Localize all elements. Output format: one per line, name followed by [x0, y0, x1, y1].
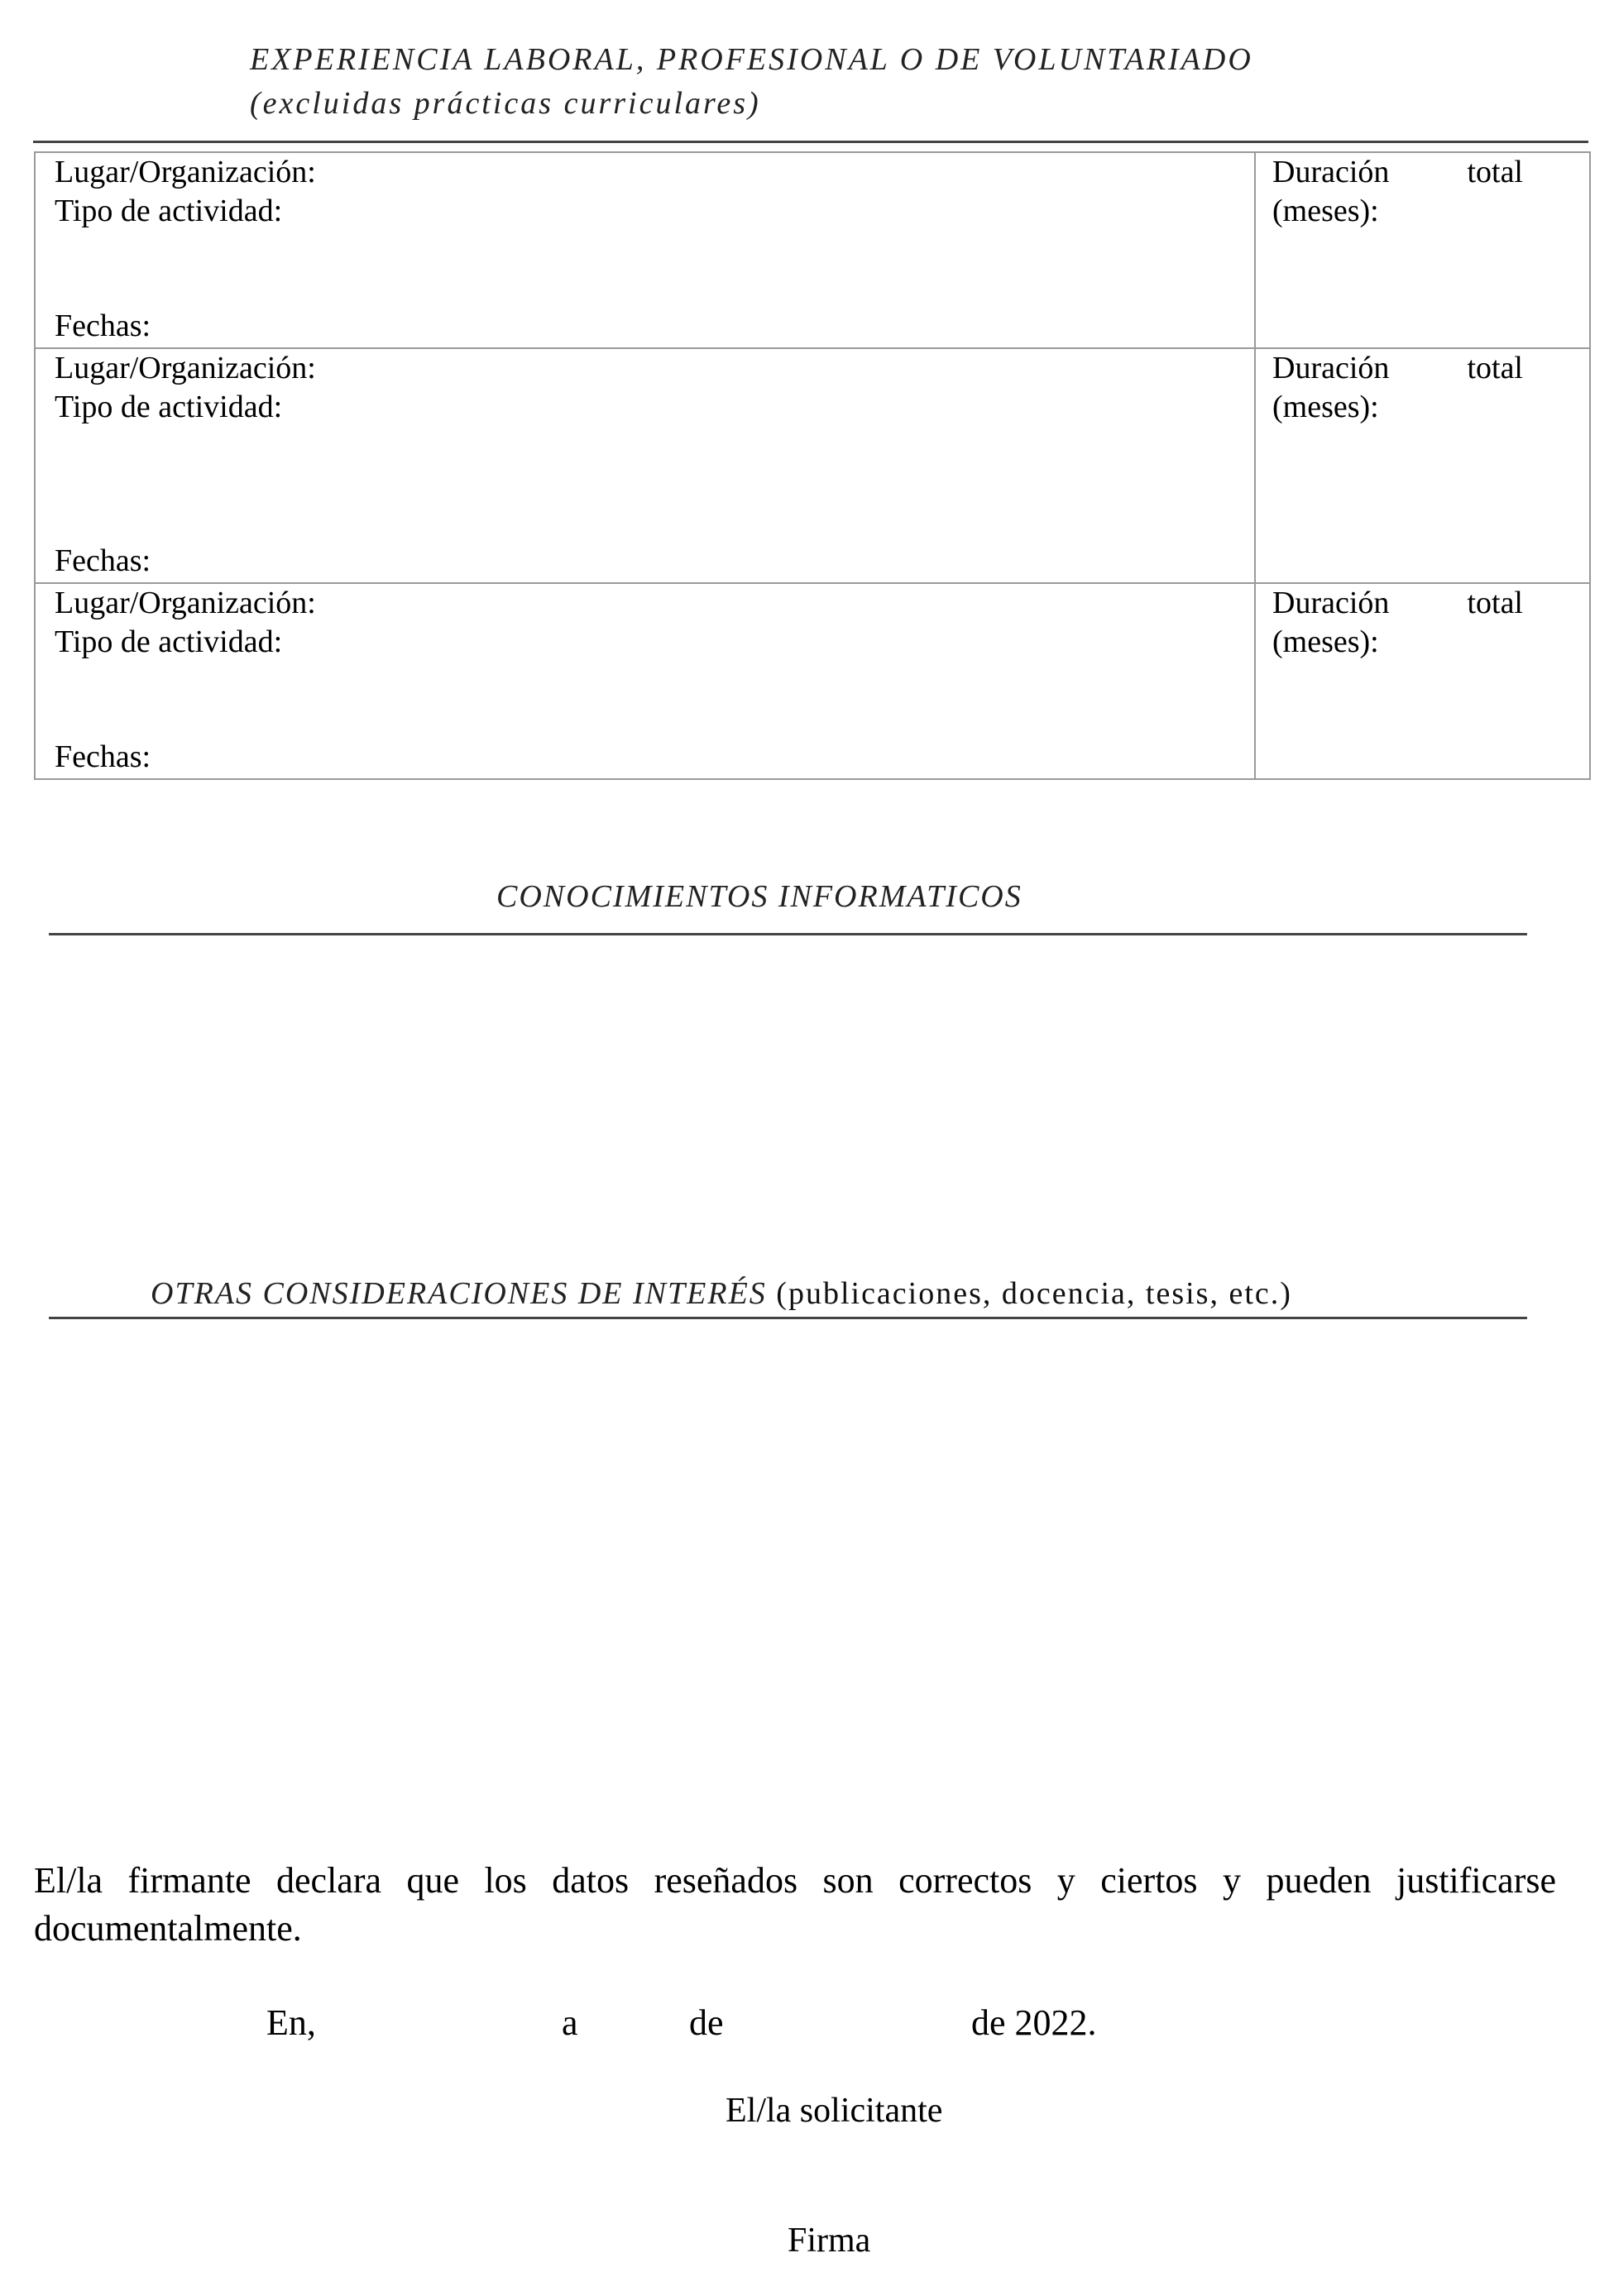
- place-label: Lugar/Organización:: [55, 351, 316, 385]
- duration-label: Duración: [1272, 586, 1390, 620]
- experience-entry-details[interactable]: [35, 152, 1255, 348]
- total-label: total: [1467, 351, 1523, 385]
- place-label: Lugar/Organización:: [55, 586, 316, 620]
- year-label: de 2022.: [971, 2002, 1097, 2043]
- computer-skills-divider: [49, 933, 1527, 935]
- experience-entry-1: [35, 152, 1590, 348]
- experience-entry-duration[interactable]: [1255, 583, 1590, 779]
- place-label-en: En,: [266, 2002, 316, 2043]
- place-label: Lugar/Organización:: [55, 155, 316, 189]
- duration-label: Duración: [1272, 155, 1390, 189]
- activity-type-label: Tipo de actividad:: [55, 624, 283, 659]
- experience-entry-details[interactable]: [35, 348, 1255, 583]
- months-label: (meses):: [1272, 624, 1379, 659]
- other-considerations-title: OTRAS CONSIDERACIONES DE INTERÉS: [151, 1276, 767, 1311]
- experience-entry-3: [35, 583, 1590, 779]
- duration-label: Duración: [1272, 351, 1390, 385]
- activity-type-label: Tipo de actividad:: [55, 390, 283, 424]
- other-considerations-divider: [49, 1317, 1527, 1319]
- applicant-label: El/la solicitante: [726, 2092, 943, 2130]
- months-label: (meses):: [1272, 390, 1379, 424]
- experience-table: [34, 151, 1591, 780]
- total-label: total: [1467, 155, 1523, 189]
- experience-entry-details[interactable]: [35, 583, 1255, 779]
- total-label: total: [1467, 586, 1523, 620]
- experience-entry-duration[interactable]: [1255, 152, 1590, 348]
- activity-type-label: Tipo de actividad:: [55, 194, 283, 228]
- experience-entry-2: [35, 348, 1590, 583]
- declaration-text: El/la firmante declara que los datos reseñados son correctos y ciertos y pueden justificarse documentalmente.: [34, 1860, 1556, 1949]
- dates-label: Fechas:: [55, 543, 151, 578]
- computer-skills-title: CONOCIMIENTOS INFORMATICOS: [496, 879, 1023, 914]
- dates-label: Fechas:: [55, 309, 151, 343]
- experience-entry-duration[interactable]: [1255, 348, 1590, 583]
- signature-label: Firma: [788, 2222, 871, 2260]
- experience-section-title: EXPERIENCIA LABORAL, PROFESIONAL O DE VOLUNTARIADO: [250, 42, 1253, 77]
- day-label-a: a: [562, 2002, 578, 2043]
- experience-divider: [33, 141, 1588, 143]
- month-label-de: de: [689, 2002, 724, 2043]
- other-considerations-suffix: (publicaciones, docencia, tesis, etc.): [776, 1276, 1292, 1311]
- experience-section-subtitle: (excluidas prácticas curriculares): [250, 86, 761, 121]
- other-considerations-heading: [151, 1274, 1292, 1313]
- dates-label: Fechas:: [55, 739, 151, 774]
- months-label: (meses):: [1272, 194, 1379, 228]
